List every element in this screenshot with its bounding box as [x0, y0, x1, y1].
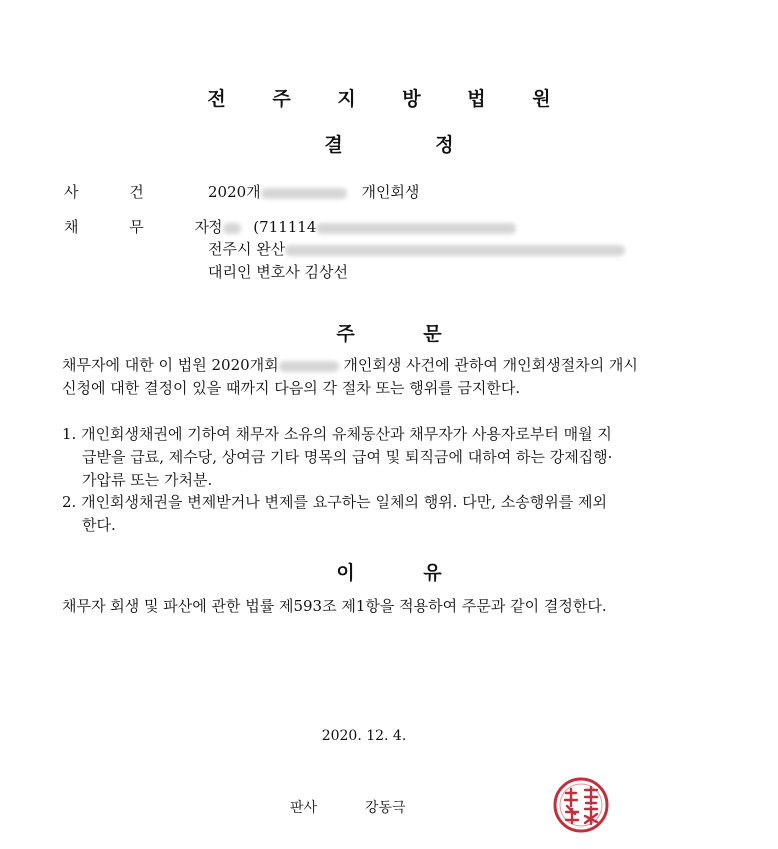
redacted-address [285, 245, 625, 256]
debtor-id: (711114 [253, 218, 317, 236]
order-item-1-line-3: 가압류 또는 가처분. [82, 471, 213, 489]
order-intro-part-b: 개인회생 사건에 관하여 개인회생절차의 개시 [343, 356, 638, 374]
judge-seal [552, 776, 610, 834]
court-name: 전 주 지 방 법 원 [207, 88, 571, 110]
order-item-2-line-1: 2. 개인회생채권을 변제받거나 변제를 요구하는 일체의 행위. 다만, 소송행위를 제외 [62, 493, 607, 511]
decision-date: 2020. 12. 4. [321, 728, 407, 744]
debtor-name-line [208, 216, 516, 237]
order-item-2-line-2: 한다. [82, 516, 116, 534]
case-value [208, 181, 419, 202]
order-item-1-line-2: 급받을 급료, 제수당, 상여금 기타 명목의 급여 및 퇴직금에 대하여 하는 강제집행· [82, 448, 613, 466]
redacted-id [316, 223, 516, 234]
debtor-representative: 대리인 변호사 김상선 [208, 263, 348, 281]
order-heading: 주 문 [336, 323, 442, 345]
reason-heading: 이 유 [336, 562, 442, 584]
debtor-name: 정 [208, 218, 223, 236]
order-intro-part-a: 채무자에 대한 이 법원 2020개회 [62, 356, 279, 374]
document-type-title: 결 정 [324, 134, 454, 156]
reason-text: 채무자 회생 및 파산에 관한 법률 제593조 제1항을 적용하여 주문과 같이 결정한다. [62, 597, 607, 615]
debtor-address-line [208, 238, 625, 259]
redacted-case-number [261, 188, 347, 199]
redacted-case-ref [279, 361, 339, 372]
debtor-label: 채 무 자 [64, 218, 210, 236]
debtor-address: 전주시 완산 [208, 240, 286, 258]
redacted-name [223, 223, 241, 234]
order-intro-line-2: 신청에 대한 결정이 있을 때까지 다음의 각 절차 또는 행위를 금지한다. [62, 379, 521, 397]
judge-title: 판사 [290, 800, 318, 816]
case-number: 2020개 [208, 183, 261, 201]
judge-name: 강동극 [365, 800, 406, 816]
order-intro-line-1 [62, 354, 638, 375]
order-item-1-line-1: 1. 개인회생채권에 기하여 채무자 소유의 유체동산과 채무자가 사용자로부터 매월 지 [62, 425, 612, 443]
case-type: 개인회생 [361, 183, 420, 201]
case-label: 사 건 [64, 183, 144, 201]
